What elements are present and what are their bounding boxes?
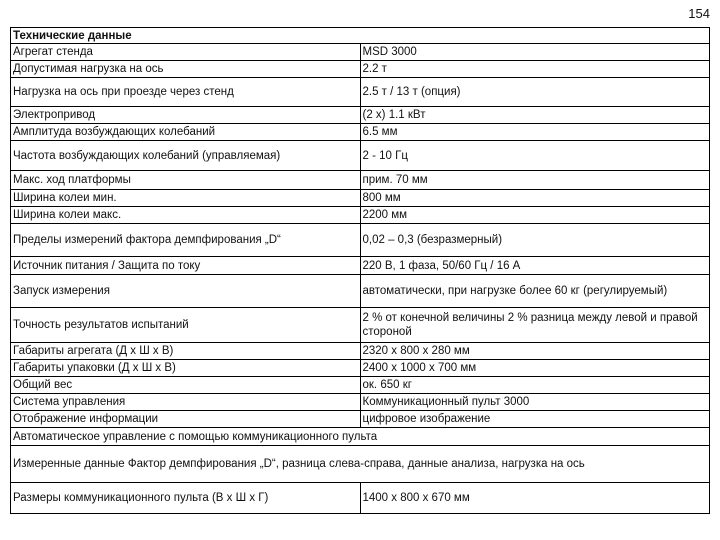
row-label: Частота возбуждающих колебаний (управляемая) — [11, 141, 361, 171]
row-label: Запуск измерения — [11, 275, 361, 308]
table-row — [11, 343, 710, 360]
row-value: цифровое изображение — [360, 411, 710, 428]
row-value: (2 x) 1.1 кВт — [360, 107, 710, 124]
row-label: Ширина колеи мин. — [11, 190, 361, 207]
table-row — [11, 377, 710, 394]
row-value: 1400 x 800 x 670 мм — [360, 483, 710, 514]
row-value: 220 В, 1 фаза, 50/60 Гц / 16 А — [360, 257, 710, 275]
spec-table — [10, 27, 710, 514]
table-row — [11, 394, 710, 411]
row-label: Отображение информации — [11, 411, 361, 428]
table-row-full — [11, 446, 710, 483]
row-value: 6.5 мм — [360, 124, 710, 141]
table-row — [11, 360, 710, 377]
table-row — [11, 411, 710, 428]
row-full-text: Измеренные данные Фактор демпфирования „D“, разница слева-справа, данные анализа, нагрузка на ось — [11, 446, 710, 483]
table-row — [11, 308, 710, 343]
row-label: Размеры коммуникационного пульта (В x Ш x Г) — [11, 483, 361, 514]
table-title: Технические данные — [11, 28, 710, 44]
table-row — [11, 61, 710, 78]
table-row — [11, 257, 710, 275]
row-label: Габариты упаковки (Д x Ш x В) — [11, 360, 361, 377]
row-label: Пределы измерений фактора демпфирования „D“ — [11, 224, 361, 257]
row-label: Электропривод — [11, 107, 361, 124]
table-title-row — [11, 28, 710, 44]
table-row — [11, 171, 710, 190]
table-row — [11, 275, 710, 308]
row-label: Допустимая нагрузка на ось — [11, 61, 361, 78]
row-value: 800 мм — [360, 190, 710, 207]
row-value: 2200 мм — [360, 207, 710, 224]
row-label: Общий вес — [11, 377, 361, 394]
row-label: Нагрузка на ось при проезде через стенд — [11, 78, 361, 107]
row-value: 2.2 т — [360, 61, 710, 78]
table-row — [11, 78, 710, 107]
table-row — [11, 207, 710, 224]
row-value: 2320 x 800 x 280 мм — [360, 343, 710, 360]
row-value: 2 % от конечной величины 2 % разница между левой и правой стороной — [360, 308, 710, 343]
row-value: MSD 3000 — [360, 44, 710, 61]
table-row — [11, 44, 710, 61]
row-value: 0,02 – 0,3 (безразмерный) — [360, 224, 710, 257]
row-value: Коммуникационный пульт 3000 — [360, 394, 710, 411]
row-label: Габариты агрегата (Д x Ш x В) — [11, 343, 361, 360]
row-value: прим. 70 мм — [360, 171, 710, 190]
table-row — [11, 190, 710, 207]
row-value: 2 - 10 Гц — [360, 141, 710, 171]
row-value: 2400 x 1000 x 700 мм — [360, 360, 710, 377]
row-label: Амплитуда возбуждающих колебаний — [11, 124, 361, 141]
row-full-text: Автоматическое управление с помощью коммуникационного пульта — [11, 428, 710, 446]
row-label: Макс. ход платформы — [11, 171, 361, 190]
row-label: Система управления — [11, 394, 361, 411]
table-row-full — [11, 428, 710, 446]
row-label: Источник питания / Защита по току — [11, 257, 361, 275]
table-row — [11, 141, 710, 171]
table-row — [11, 483, 710, 514]
row-value: ок. 650 кг — [360, 377, 710, 394]
row-value: 2.5 т / 13 т (опция) — [360, 78, 710, 107]
table-row — [11, 124, 710, 141]
row-value: автоматически, при нагрузке более 60 кг (регулируемый) — [360, 275, 710, 308]
row-label: Точность результатов испытаний — [11, 308, 361, 343]
table-row — [11, 107, 710, 124]
table-row — [11, 224, 710, 257]
row-label: Агрегат стенда — [11, 44, 361, 61]
row-label: Ширина колеи макс. — [11, 207, 361, 224]
page-number: 154 — [688, 6, 710, 21]
